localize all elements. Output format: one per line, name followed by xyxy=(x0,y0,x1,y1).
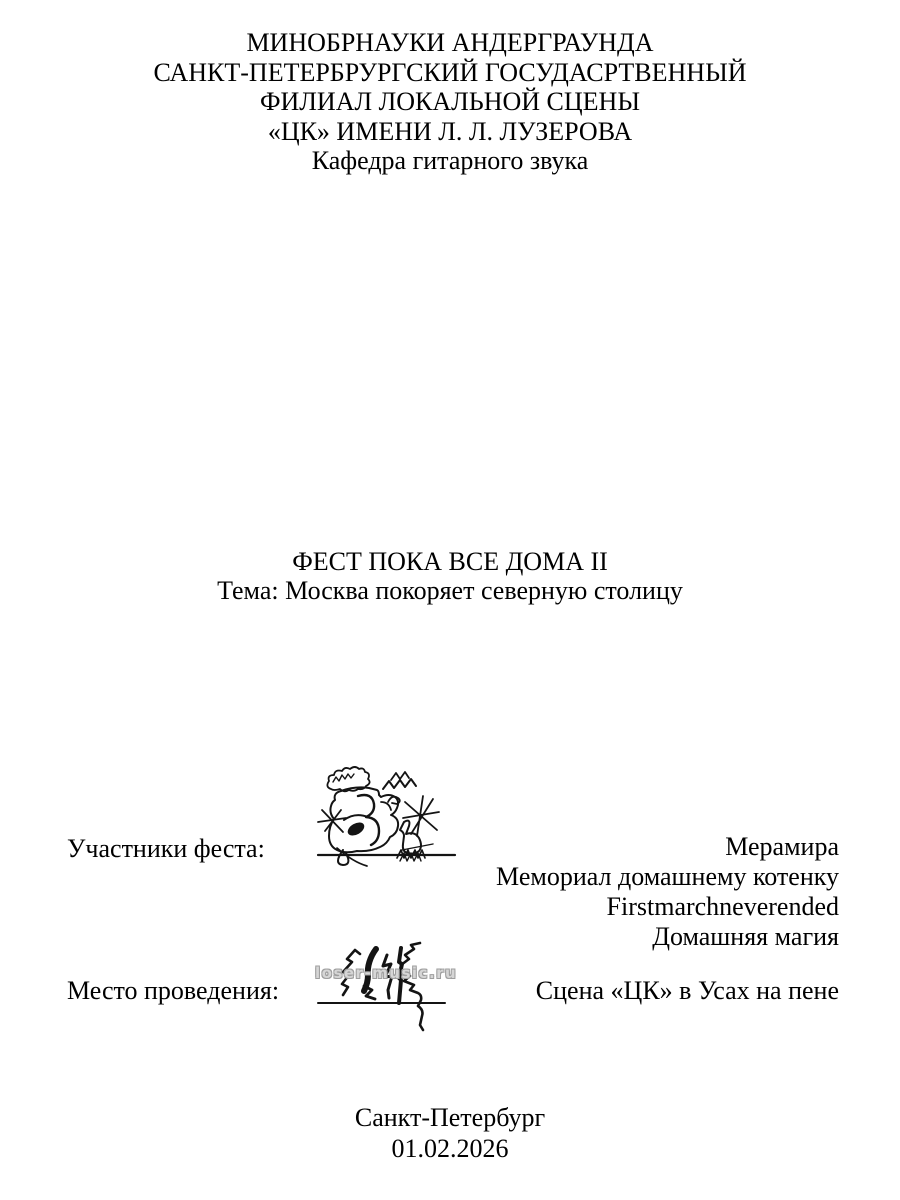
participants-doodle xyxy=(305,758,465,873)
footer-city: Санкт-Петербург xyxy=(354,1103,546,1132)
venue-doodle xyxy=(313,936,463,1041)
participants-label: Участники феста: xyxy=(67,834,265,863)
header-line-university: САНКТ-ПЕТЕРБРУРГСКИЙ ГОСУДАСРТВЕННЫЙ xyxy=(153,57,747,87)
fest-theme: Тема: Москва покоряет северную столицу xyxy=(217,576,683,605)
participant-name: Мерамира xyxy=(725,832,839,861)
fest-title: ФЕСТ ПОКА ВСЕ ДОМА II xyxy=(292,547,608,576)
fest-title-block xyxy=(0,547,900,605)
footer-block xyxy=(0,1102,900,1164)
watermark-text: loser-music.ru xyxy=(315,964,458,982)
header-line-named-after: «ЦК» ИМЕНИ Л. Л. ЛУЗЕРОВА xyxy=(267,116,633,146)
venue-label: Место проведения: xyxy=(67,976,280,1005)
graffiti-face-scribble-icon xyxy=(305,758,465,873)
lightning-signature-scribble-icon xyxy=(313,936,463,1041)
participant-name: Мемориал домашнему котенку xyxy=(496,862,839,891)
header-line-branch: ФИЛИАЛ ЛОКАЛЬНОЙ СЦЕНЫ xyxy=(259,87,640,116)
institution-header xyxy=(0,28,900,176)
header-line-ministry: МИНОБРНАУКИ АНДЕРГРАУНДА xyxy=(246,28,654,57)
participant-name: Домашняя магия xyxy=(652,922,839,951)
footer-date: 01.02.2026 xyxy=(391,1134,509,1163)
header-line-department: Кафедра гитарного звука xyxy=(311,146,589,175)
participants-names xyxy=(496,832,839,952)
participant-name: Firstmarchneverended xyxy=(606,892,839,921)
venue-value: Сцена «ЦК» в Усах на пене xyxy=(535,976,839,1005)
